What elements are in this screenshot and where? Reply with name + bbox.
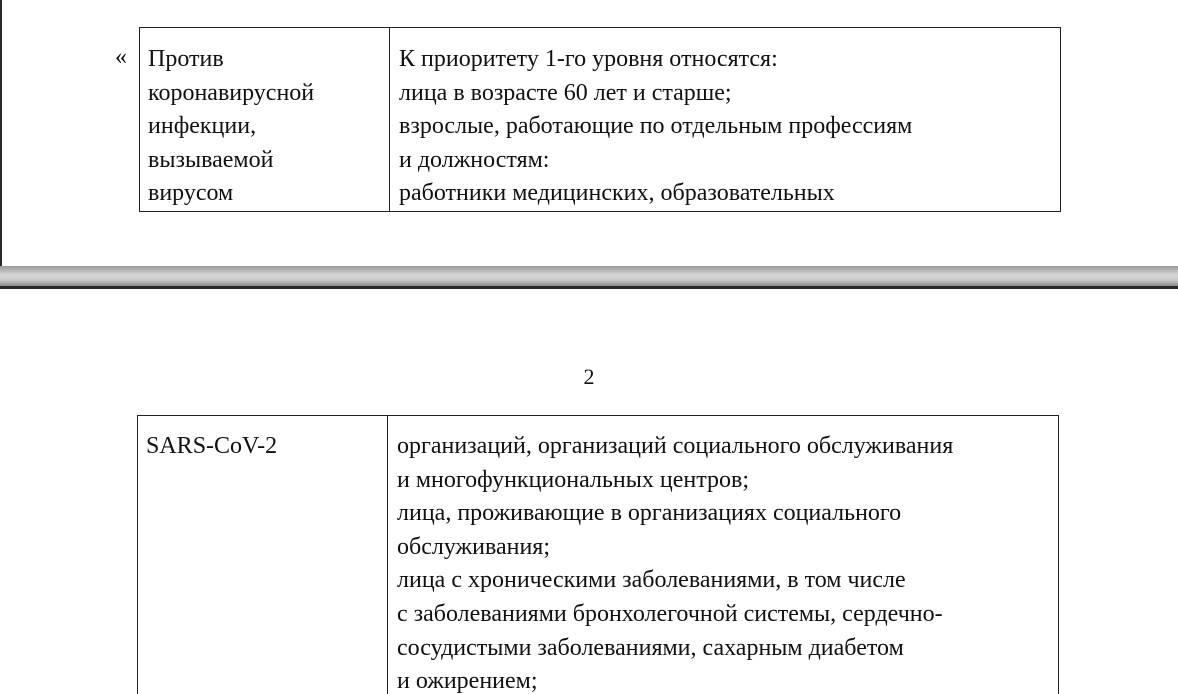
priority-groups-cell [388, 416, 1059, 694]
disease-cell [140, 28, 390, 212]
priority-groups-cell [390, 28, 1061, 212]
disease-cell-text: Против коронавирусной инфекции, вызываемой вирусом [148, 46, 315, 207]
table-row [138, 416, 1059, 694]
document-page-top [0, 0, 1178, 266]
disease-cell [138, 416, 388, 694]
document-page-bottom [0, 289, 1178, 694]
page-number: 2 [583, 364, 595, 389]
opening-quote-mark: « [115, 44, 127, 70]
priority-groups-text: К приоритету 1-го уровня относятся: лица в возрасте 60 лет и старше; взрослые, работающие по отдельным профессиям и должностям: работники медицинских, образовательных [399, 46, 913, 207]
vaccination-table-top [139, 27, 1061, 212]
priority-groups-text: организаций, организаций социального обслуживания и многофункциональных центров; лица, проживающие в организациях социального обслуживания; лица с хроническими заболеваниями, в том числе с заболеваниями бронхолегочной системы, сердечно- сосудистыми заболеваниями, сахарным диабетом и ожирением; [397, 433, 954, 694]
disease-cell-text: SARS-CoV-2 [146, 433, 278, 459]
page-separator [0, 266, 1178, 286]
table-row [140, 28, 1061, 212]
vaccination-table-bottom [137, 415, 1059, 694]
